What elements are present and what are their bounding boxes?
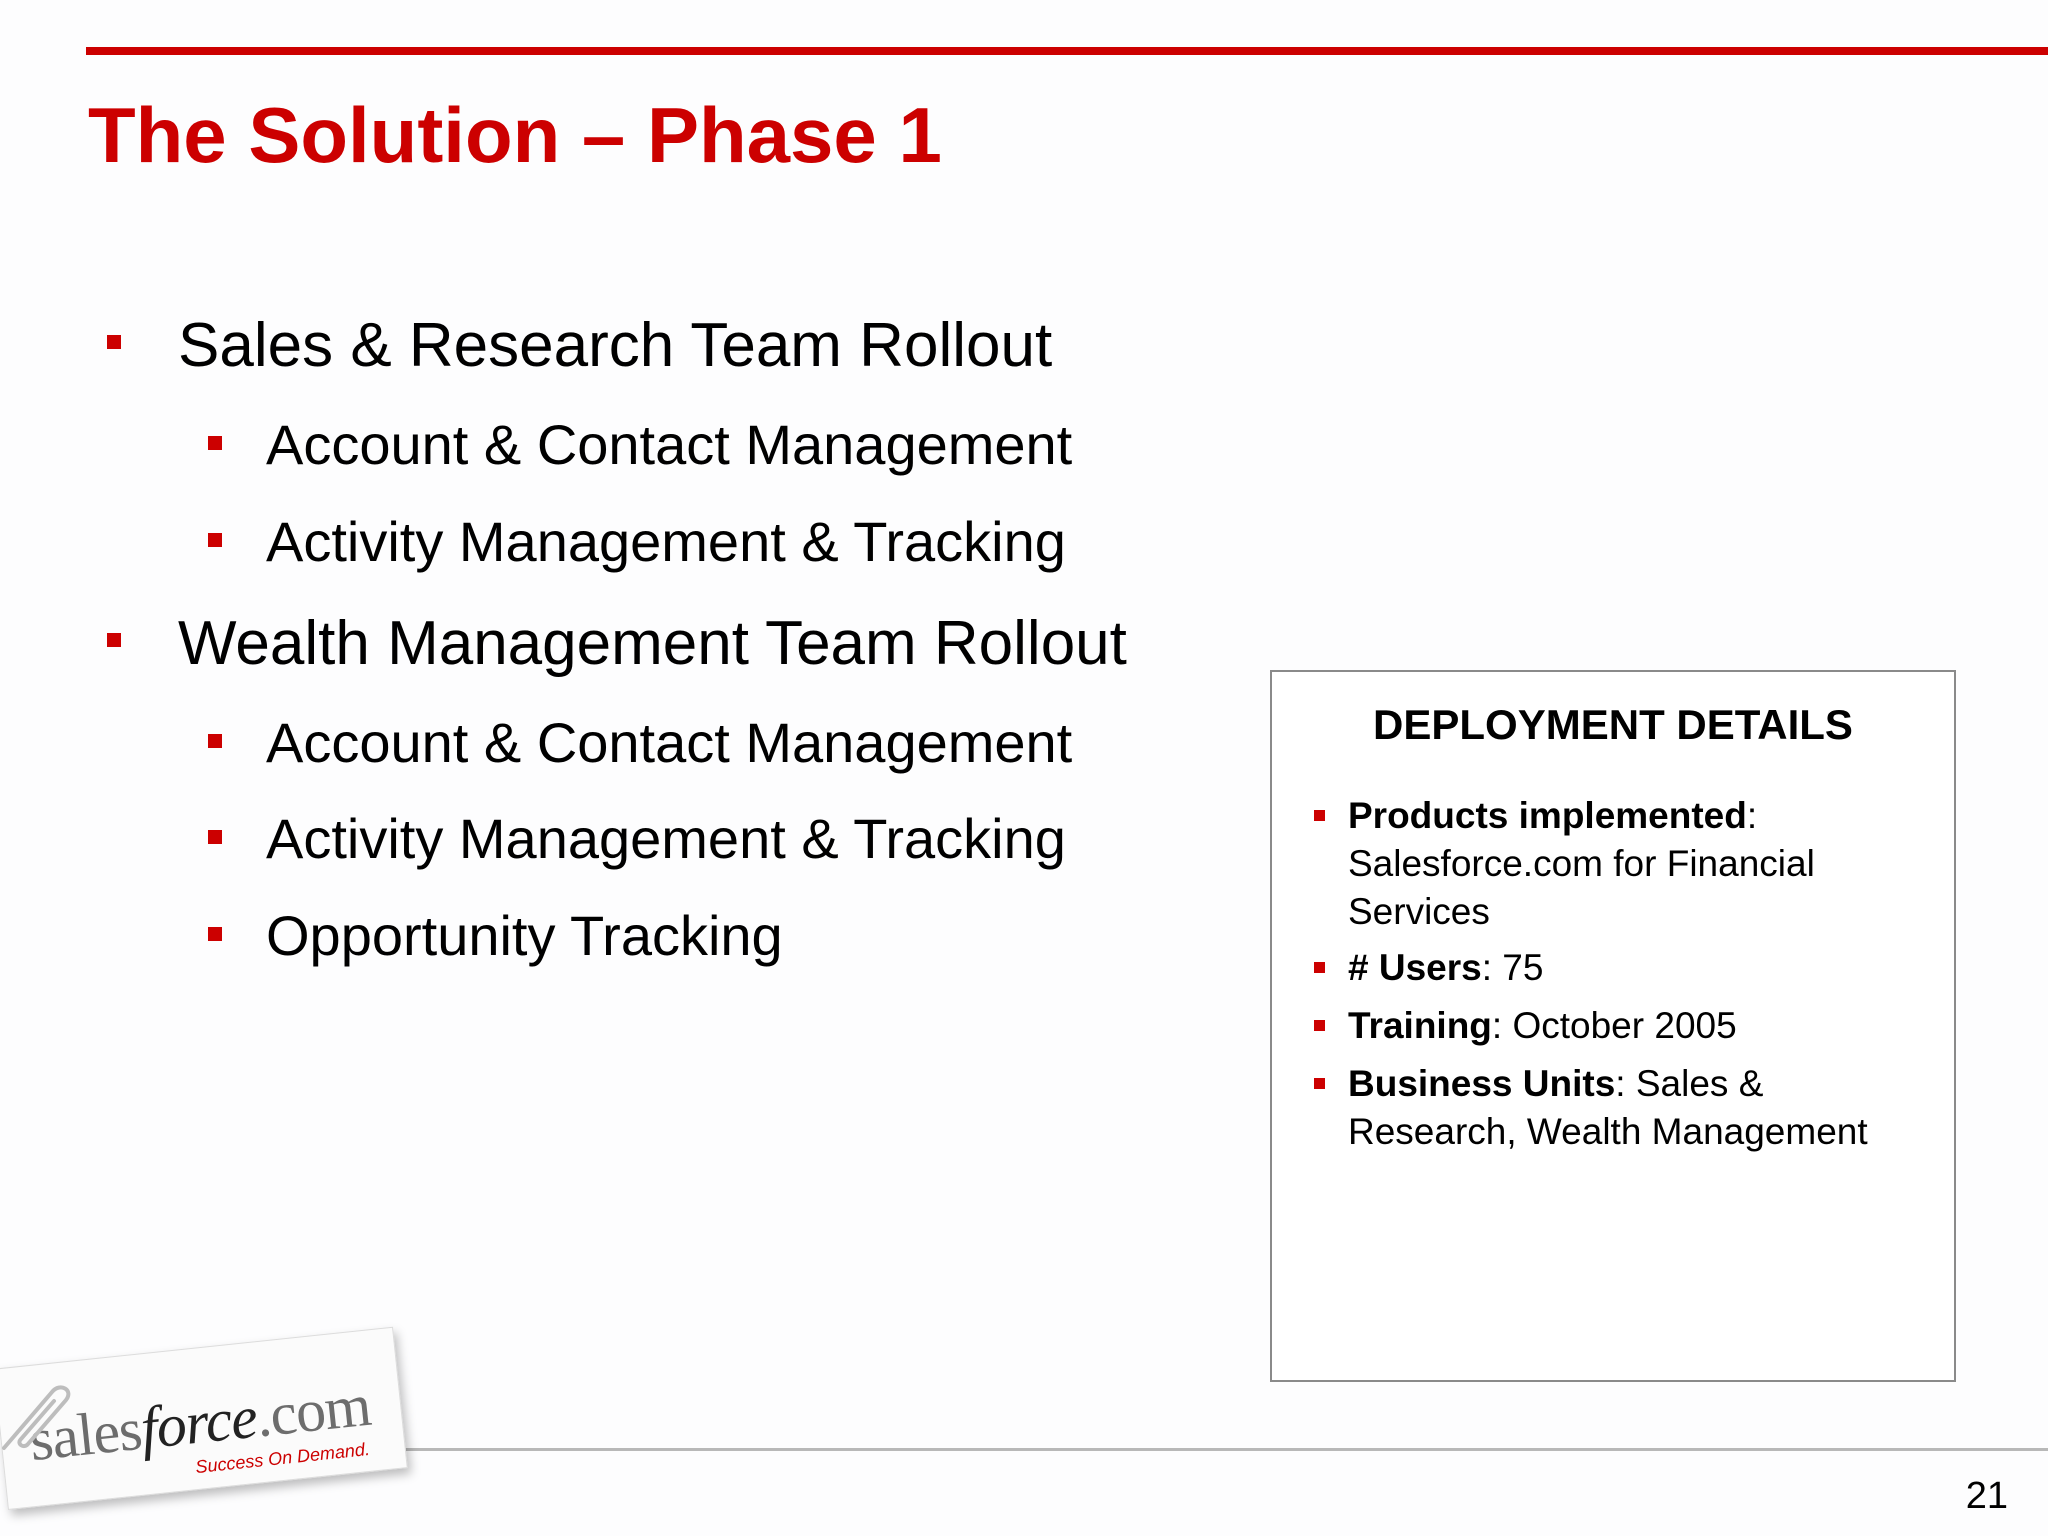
- detail-label: # Users: [1348, 947, 1482, 988]
- bullet-text: Activity Management & Tracking: [266, 509, 1066, 573]
- deployment-details-panel: [1270, 670, 1956, 1382]
- paperclip-icon: [0, 1370, 84, 1460]
- bullet-square-icon: [1314, 962, 1325, 973]
- bullet-square-icon: [208, 734, 222, 748]
- logo-wordmark: salesforce.com: [26, 1371, 374, 1474]
- sub-bullet-item: [266, 803, 1066, 873]
- bullet-text: Opportunity Tracking: [266, 903, 783, 967]
- detail-value: Salesforce.com for Financial Services: [1348, 843, 1815, 932]
- detail-label: Products implemented: [1348, 795, 1747, 836]
- detail-item-training: Training: October 2005: [1348, 1002, 1938, 1050]
- sub-bullet-item: [266, 506, 1066, 576]
- sub-bullet-item: [266, 707, 1072, 777]
- page-number: 21: [1965, 1475, 2008, 1517]
- bullet-text: Account & Contact Management: [266, 412, 1073, 476]
- deployment-details-heading: DEPLOYMENT DETAILS: [1373, 701, 1853, 748]
- bullet-square-icon: [208, 830, 222, 844]
- bullet-item: [178, 307, 1052, 383]
- bullet-text: Account & Contact Management: [266, 710, 1073, 774]
- bullet-square-icon: [1314, 1078, 1325, 1089]
- detail-label: Business Units: [1348, 1063, 1616, 1104]
- bullet-text: Activity Management & Tracking: [266, 806, 1066, 870]
- bullet-text: Sales & Research Team Rollout: [178, 310, 1053, 380]
- bullet-square-icon: [1314, 810, 1325, 821]
- bullet-square-icon: [208, 927, 222, 941]
- bullet-item: [178, 605, 1127, 681]
- detail-value: Sales & Research, Wealth Management: [1348, 1063, 1868, 1152]
- detail-item-business-units: Business Units: Sales & Research, Wealth Management: [1348, 1060, 1938, 1156]
- bullet-square-icon: [1314, 1020, 1325, 1031]
- bullet-square-icon: [107, 633, 121, 647]
- sub-bullet-item: [266, 900, 783, 970]
- detail-item-users: # Users: 75: [1348, 944, 1938, 992]
- bullet-square-icon: [208, 533, 222, 547]
- logo-tagline: Success On Demand.: [194, 1438, 371, 1478]
- bullet-square-icon: [208, 436, 222, 450]
- sub-bullet-item: [266, 409, 1072, 479]
- footer-divider: [400, 1448, 2048, 1451]
- detail-item-products: Products implemented: Salesforce.com for Financial Services: [1348, 792, 1938, 936]
- detail-label: Training: [1348, 1005, 1492, 1046]
- detail-value: 75: [1502, 947, 1544, 988]
- bullet-text: Wealth Management Team Rollout: [178, 608, 1127, 678]
- top-divider: [86, 47, 2048, 55]
- slide-title: The Solution – Phase 1: [88, 91, 942, 179]
- bullet-square-icon: [107, 335, 121, 349]
- detail-value: October 2005: [1512, 1005, 1737, 1046]
